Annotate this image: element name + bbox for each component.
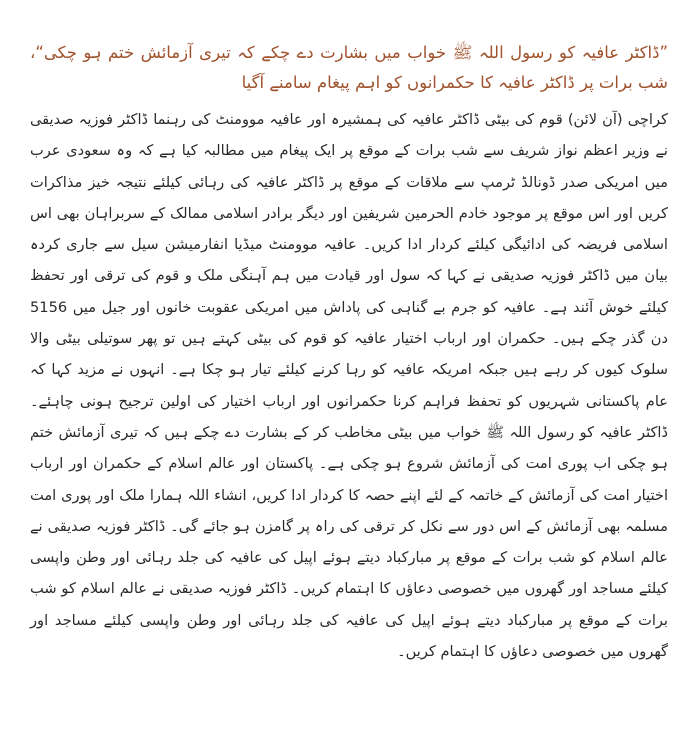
- news-article: [30, 38, 668, 667]
- article-headline: ”ڈاکٹر عافیہ کو رسول اللہ ﷺ خواب میں بشارت دے چکے کہ تیری آزمائش ختم ہو چکی“، شب برات پر ڈاکٹر عافیہ کا حکمرانوں کو اہم پیغام سامنے آگیا: [30, 43, 668, 92]
- article-body: کراچی (آن لائن) قوم کی بیٹی ڈاکٹر عافیہ کی ہمشیرہ اور عافیہ موومنٹ کی رہنما ڈاکٹر فوزیہ صدیقی نے وزیر اعظم نواز شریف سے شب برات کے موقع پر ایک پیغام میں مطالبہ کیا ہے کہ وہ سعودی عرب میں امریکی صدر ڈونالڈ ٹرمپ سے ملاقات کے موقع پر ڈاکٹر عافیہ کی رہائی کیلئے نتیجہ خیز مذاکرات کریں اور اس موقع پر موجود خادم الحرمین شریفین اور دیگر برادر اسلامی ممالک کے سربراہان بھی اس اسلامی فریضہ کی ادائیگی کیلئے کردار ادا کریں۔ عافیہ موومنٹ میڈیا انفارمیشن سیل سے جاری کردہ بیان میں ڈاکٹر فوزیہ صدیقی نے کہا کہ سول اور قیادت میں ہم آہنگی ملک و قوم کی ترقی اور تحفظ کیلئے خوش آئند ہے۔ عافیہ کو جرم بے گناہی کی پاداش میں امریکی عقوبت خانوں اور جیل میں 5156 دن گذر چکے ہیں۔ حکمران اور ارباب اختیار عافیہ کو قوم کی بیٹی کہتے ہیں تو پھر سوتیلی بیٹی والا سلوک کیوں کر رہے ہیں جبکہ امریکہ عافیہ کو رہا کرنے کیلئے تیار ہو چکا ہے۔ انہوں نے مزید کہا کہ عام پاکستانی شہریوں کو تحفظ فراہم کرنا حکمرانوں اور ارباب اختیار کی اولین ترجیح ہونی چاہئے۔ ڈاکٹر عافیہ کو رسول اللہ ﷺ خواب میں بیٹی مخاطب کر کے بشارت دے چکے ہیں کہ تیری آزمائش ختم ہو چکی اب پوری امت کی آزمائش شروع ہو چکی ہے۔ پاکستان اور عالم اسلام کے حکمران اور ارباب اختیار امت کی آزمائش کے خاتمہ کے لئے اپنے حصہ کا کردار ادا کریں، انشاء اللہ ہمارا ملک اور پوری امت مسلمہ بھی آزمائش کے اس دور سے نکل کر ترقی کی راہ پر گامزن ہو جائے گی۔ ڈاکٹر فوزیہ صدیقی نے عالم اسلام کو شب برات کے موقع پر مبارکباد دیتے ہوئے اپیل کی عافیہ کی جلد رہائی اور وطن واپسی کیلئے مساجد اور گھروں میں خصوصی دعاؤں کا اہتمام کریں۔ ڈاکٹر فوزیہ صدیقی نے عالم اسلام کو شب برات کے موقع پر مبارکباد دیتے ہوئے اپیل کی عافیہ کی جلد رہائی اور وطن واپسی کیلئے مساجد اور گھروں میں خصوصی دعاؤں کا اہتمام کریں۔: [30, 111, 668, 661]
